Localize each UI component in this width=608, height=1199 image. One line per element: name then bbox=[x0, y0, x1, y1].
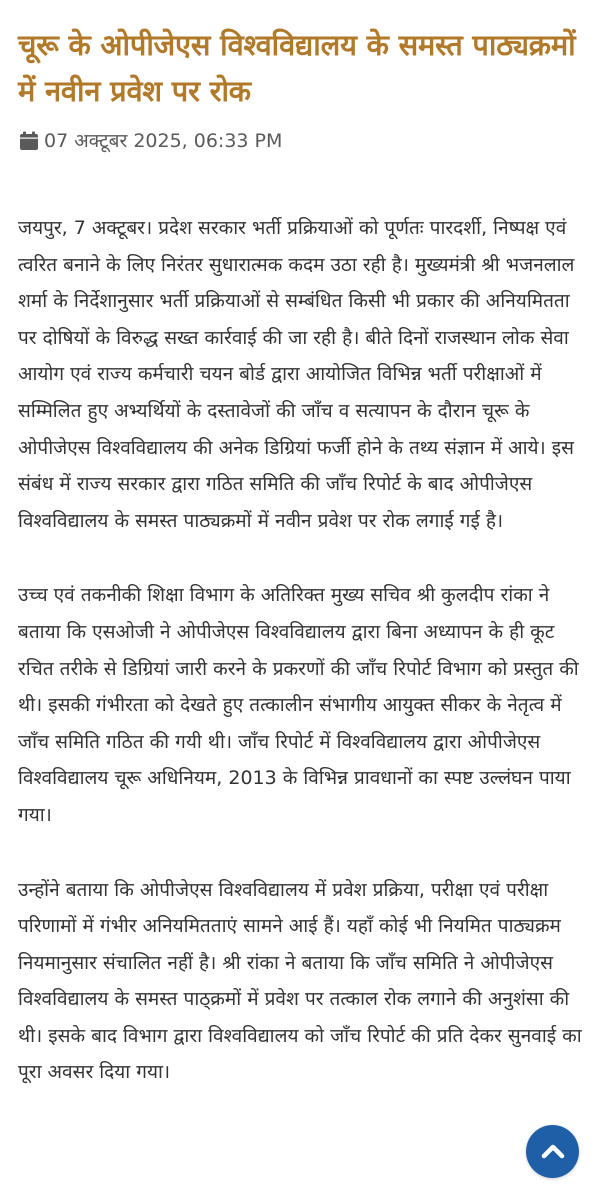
article-paragraph: उच्च एवं तकनीकी शिक्षा विभाग के अतिरिक्त मुख्य सचिव श्री कुलदीप रांका ने बताया कि एसओजी ने ओपीजेएस विश्वविद्यालय द्वारा बिना अध्यापन के ही कूट रचित तरीके से डिग्रियां जारी करने के प्रकरणों की जाँच रिपोर्ट विभाग को प्रस्तुत की थी। इसकी गंभीरता को देखते हुए तत्कालीन संभागीय आयुक्त सीकर के नेतृत्व में जाँच समिति गठित की गयी थी। जाँच रिपोर्ट में विश्वविद्यालय द्वारा ओपीजेएस विश्वविद्यालय चूरू अधिनियम, 2013 के विभिन्न प्रावधानों का स्पष्ट उल्लंघन पाया गया। bbox=[18, 584, 579, 826]
article-meta bbox=[18, 128, 590, 154]
scroll-to-top-button[interactable] bbox=[526, 1125, 579, 1178]
article-title: चूरू के ओपीजेएस विश्वविद्यालय के समस्त पाठ्यक्रमों में नवीन प्रवेश पर रोक bbox=[18, 28, 576, 108]
article-paragraph: उन्होंने बताया कि ओपीजेएस विश्वविद्यालय में प्रवेश प्रक्रिया, परीक्षा एवं परीक्षा परिणामों में गंभीर अनियमितताएं सामने आई हैं। यहाँ कोई भी नियमित पाठ्यक्रम नियमानुसार संचालित नहीं है। श्री रांका ने बताया कि जाँच समिति ने ओपीजेएस विश्वविद्यालय के समस्त पाठ्क्रमों में प्रवेश पर तत्काल रोक लगाने की अनुशंसा की थी। इसके बाद विभाग द्वारा विश्वविद्यालय को जाँच रिपोर्ट की प्रति देकर सुनवाई का पूरा अवसर दिया गया। bbox=[18, 878, 582, 1084]
chevron-up-icon bbox=[538, 1137, 568, 1167]
calendar-icon bbox=[18, 130, 40, 152]
article-date: 07 अक्टूबर 2025, 06:33 PM bbox=[44, 130, 283, 152]
article-body bbox=[18, 210, 590, 1091]
article-paragraph: जयपुर, 7 अक्टूबर। प्रदेश सरकार भर्ती प्रक्रियाओं को पूर्णतः पारदर्शी, निष्पक्ष एवं त्वरित बनाने के लिए निरंतर सुधारात्मक कदम उठा रही है। मुख्यमंत्री श्री भजनलाल शर्मा के निर्देशानुसार भर्ती प्रक्रियाओं से सम्बंधित किसी भी प्रकार की अनियमितता पर दोषियों के विरुद्ध सख्त कार्रवाई की जा रही है। बीते दिनों राजस्थान लोक सेवा आयोग एवं राज्य कर्मचारी चयन बोर्ड द्वारा आयोजित विभिन्न भर्ती परीक्षाओं में सम्मिलित हुए अभ्यर्थियों के दस्तावेजों की जाँच व सत्यापन के दौरान चूरू के ओपीजेएस विश्वविद्यालय की अनेक डिग्रियां फर्जी होने के तथ्य संज्ञान में आये। इस संबंध में राज्य सरकार द्वारा गठित समिति की जाँच रिपोर्ट के बाद ओपीजेएस विश्वविद्यालय के समस्त पाठ्यक्रमों में नवीन प्रवेश पर रोक लगाई गई है। bbox=[18, 217, 575, 532]
